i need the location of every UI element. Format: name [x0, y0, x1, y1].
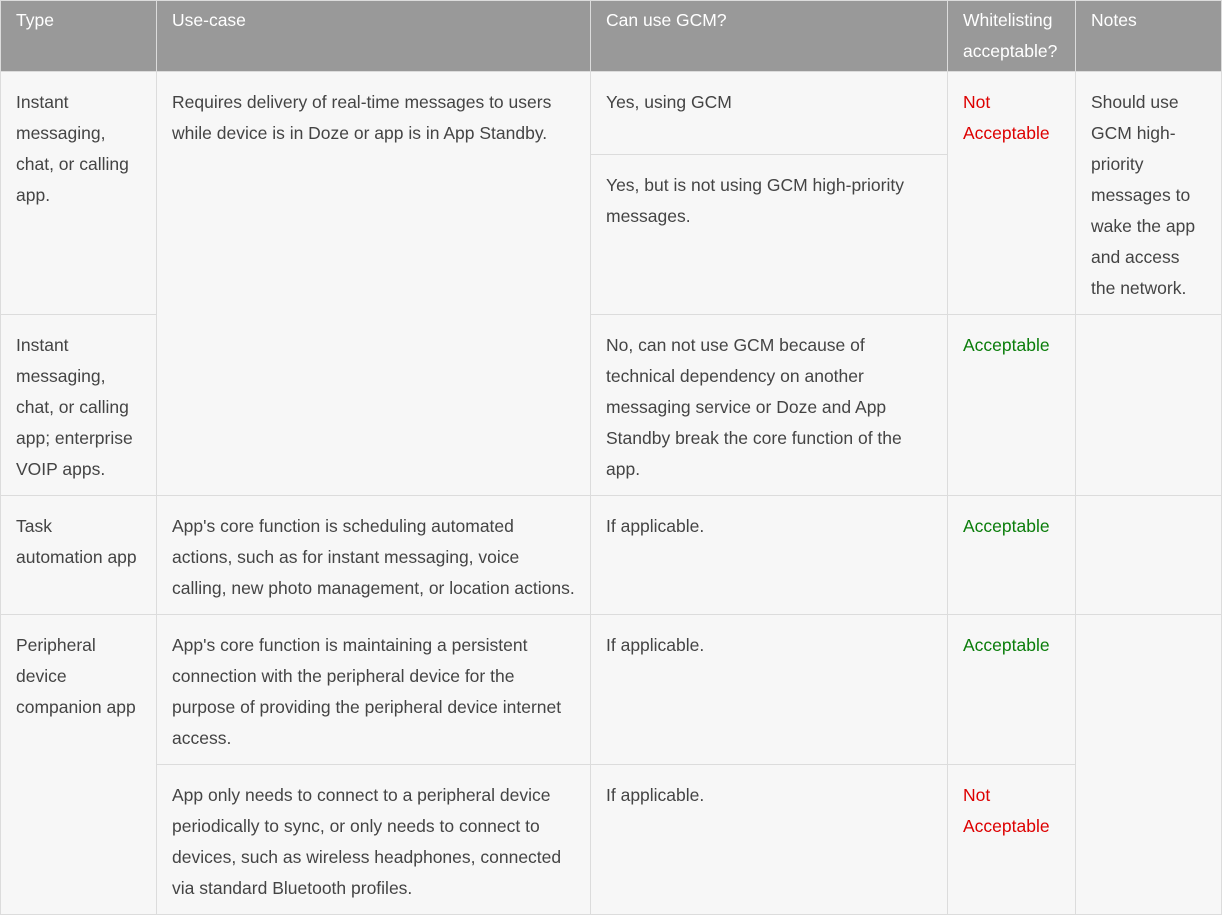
- type-cell: Peripheral device companion app: [1, 615, 157, 915]
- notes-cell: [1076, 496, 1222, 615]
- table-row: [1, 615, 1222, 765]
- header-can-use-gcm: Can use GCM?: [591, 1, 948, 72]
- notes-cell: [1076, 615, 1222, 915]
- whitelist-cell: Not Acceptable: [948, 72, 1076, 315]
- gcm-cell: Yes, but is not using GCM high-priority messages.: [591, 155, 948, 315]
- type-cell: Instant messaging, chat, or calling app.: [1, 72, 157, 315]
- whitelist-cell: Not Acceptable: [948, 765, 1076, 915]
- type-cell: Instant messaging, chat, or calling app; enterprise VOIP apps.: [1, 315, 157, 496]
- table-row: [1, 72, 1222, 155]
- notes-cell: Should use GCM high-priority messages to wake the app and access the network.: [1076, 72, 1222, 315]
- type-cell: Task automation app: [1, 496, 157, 615]
- header-row: [1, 1, 1222, 72]
- header-type: Type: [1, 1, 157, 72]
- gcm-cell: Yes, using GCM: [591, 72, 948, 155]
- gcm-cell: If applicable.: [591, 615, 948, 765]
- gcm-cell: No, can not use GCM because of technical dependency on another messaging service or Doze and App Standby break the core function of the app.: [591, 315, 948, 496]
- header-use-case: Use-case: [157, 1, 591, 72]
- use-case-cell: App's core function is maintaining a persistent connection with the peripheral device for the purpose of providing the peripheral device internet access.: [157, 615, 591, 765]
- header-notes: Notes: [1076, 1, 1222, 72]
- use-case-cell: App's core function is scheduling automated actions, such as for instant messaging, voice calling, new photo management, or location actions.: [157, 496, 591, 615]
- table-row: [1, 496, 1222, 615]
- whitelist-cell: Acceptable: [948, 315, 1076, 496]
- whitelist-cell: Acceptable: [948, 615, 1076, 765]
- header-whitelisting: Whitelisting acceptable?: [948, 1, 1076, 72]
- use-case-cell: Requires delivery of real-time messages to users while device is in Doze or app is in App Standby.: [157, 72, 591, 496]
- whitelist-cell: Acceptable: [948, 496, 1076, 615]
- use-case-cell: App only needs to connect to a peripheral device periodically to sync, or only needs to connect to devices, such as wireless headphones, connected via standard Bluetooth profiles.: [157, 765, 591, 915]
- notes-cell: [1076, 315, 1222, 496]
- table-row: [1, 765, 1222, 915]
- gcm-cell: If applicable.: [591, 765, 948, 915]
- gcm-cell: If applicable.: [591, 496, 948, 615]
